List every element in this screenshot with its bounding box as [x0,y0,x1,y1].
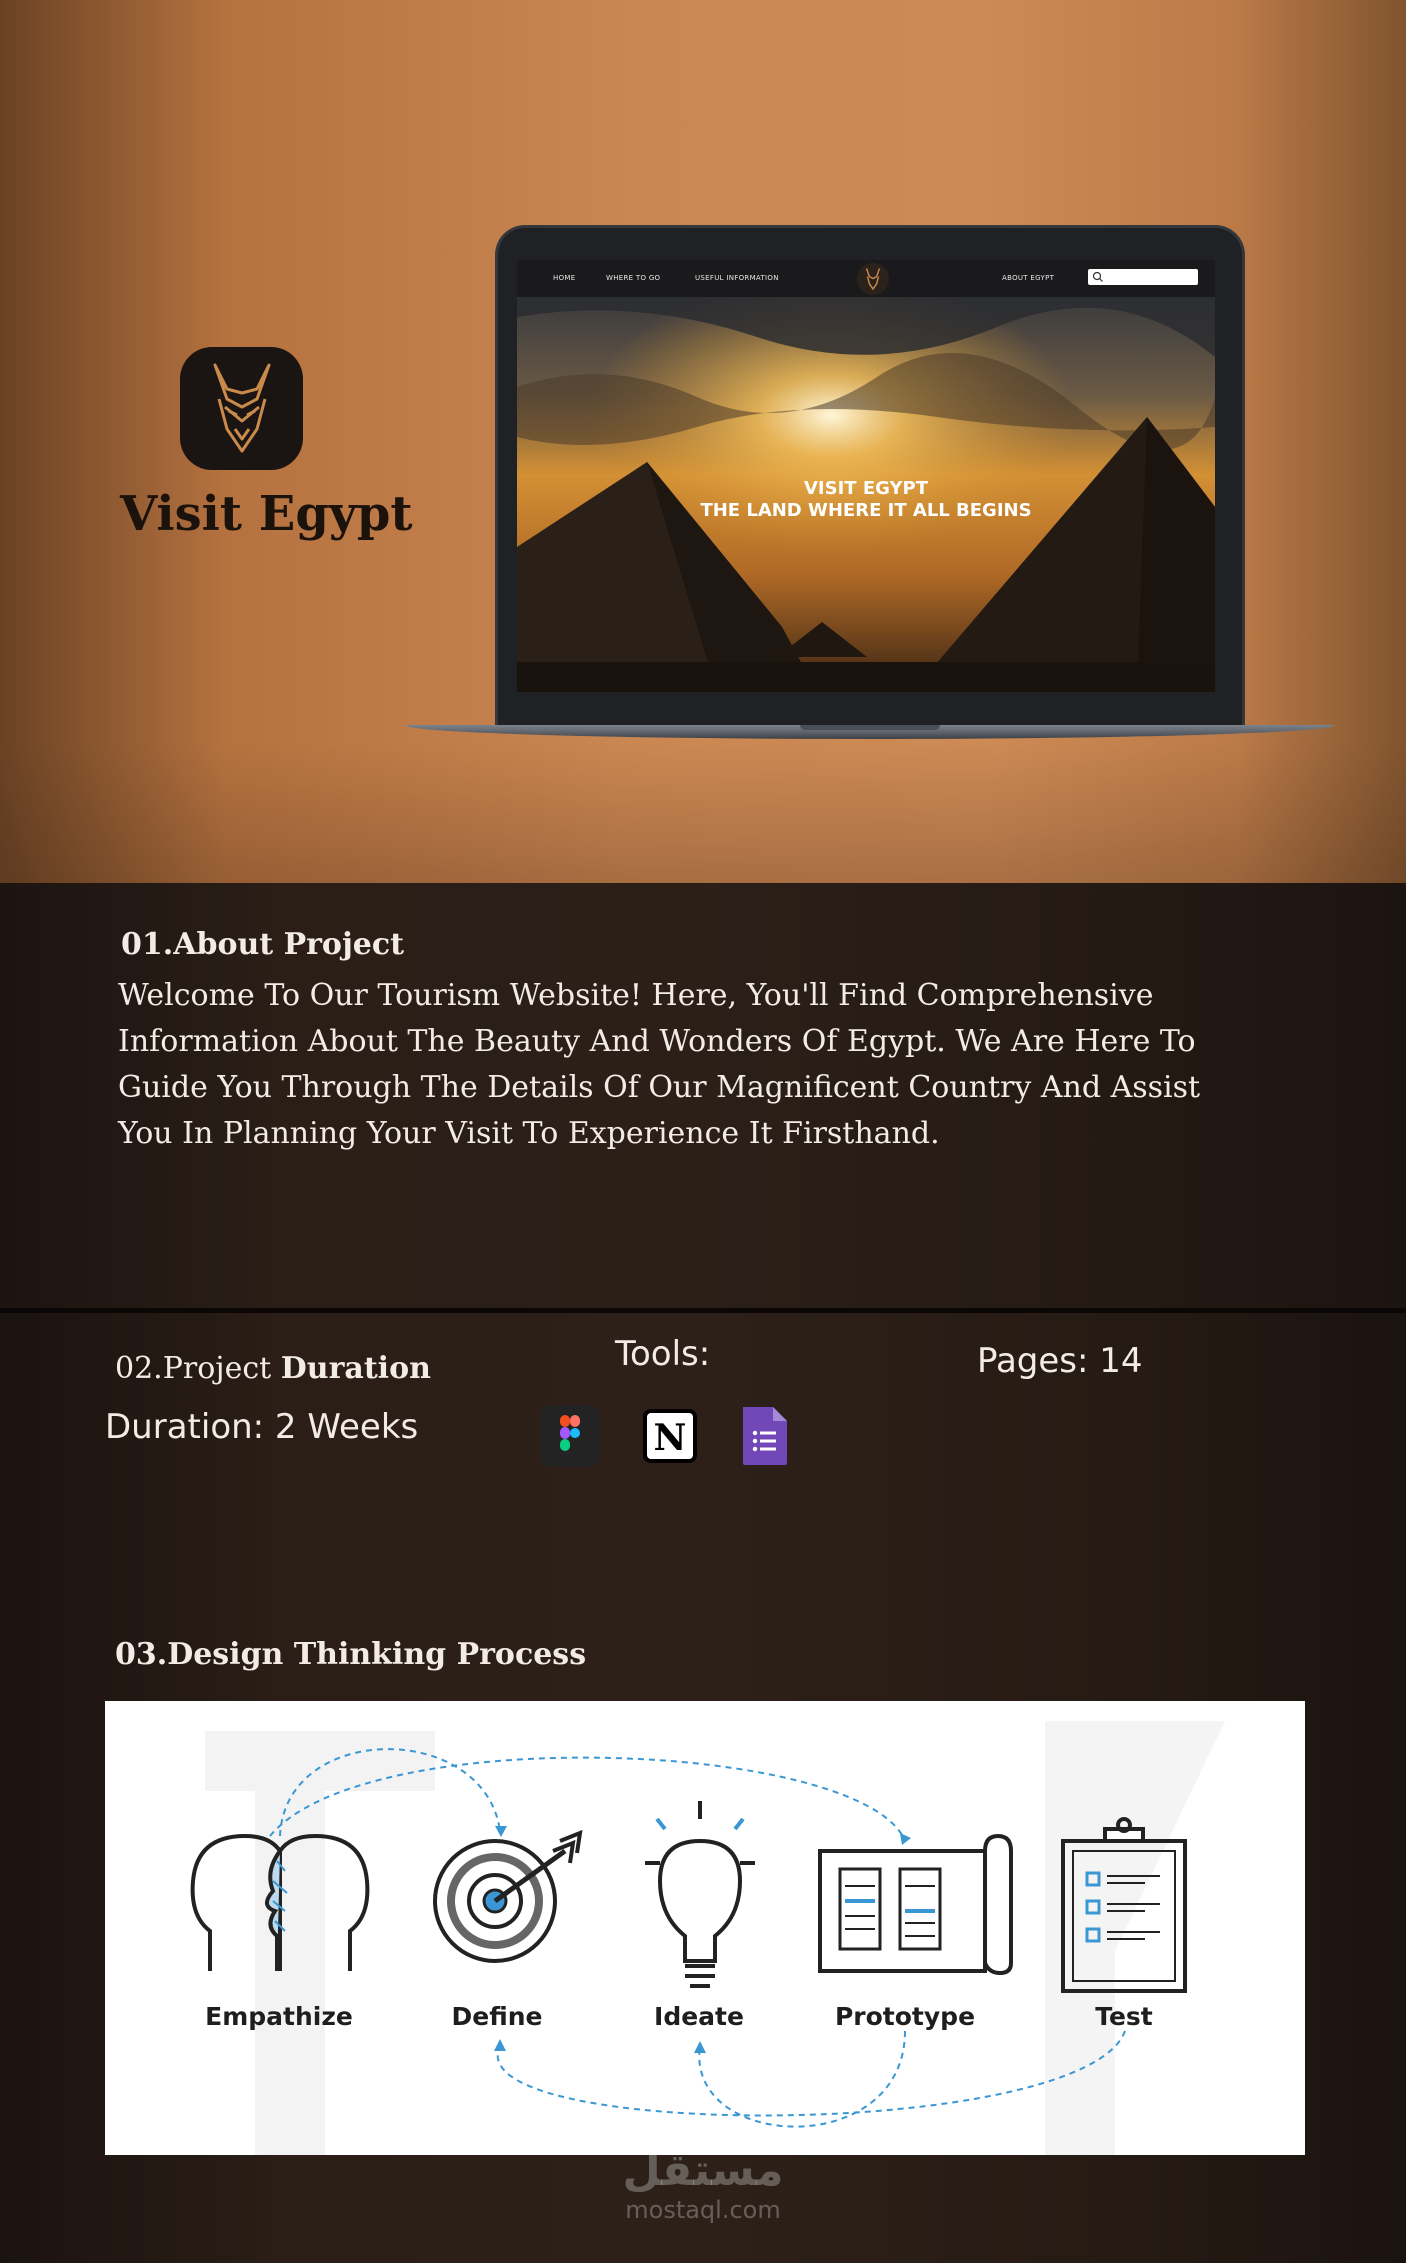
design-thinking-heading: 03.Design Thinking Process [115,1637,587,1672]
nav-about-egypt[interactable]: ABOUT EGYPT [1002,274,1055,282]
anubis-icon [197,359,287,459]
search-icon [1092,271,1104,283]
hero-banner [0,0,1406,883]
svg-text:N: N [653,1417,687,1459]
brand-logo [180,347,303,470]
about-heading: 01.About Project [121,927,405,962]
notion-icon [640,1405,700,1467]
google-forms-icon [735,1405,795,1467]
stage-empathize: Empathize [205,2002,353,2031]
duration-value: Duration: 2 Weeks [105,1407,419,1447]
pages-count: Pages: 14 [977,1341,1143,1381]
watermark-latin: mostaql.com [625,2196,781,2224]
mostaql-watermark [615,2145,791,2223]
duration-heading: 02.Project Duration [115,1351,431,1386]
site-logo[interactable] [857,263,889,295]
design-thinking-diagram [105,1701,1305,2155]
ideate-icon [645,1801,755,1986]
hero-caption-line1: VISIT EGYPT [803,478,928,499]
stage-prototype: Prototype [834,2002,976,2031]
stage-define: Define [451,2002,543,2031]
hero-caption [517,478,1215,521]
about-body: Welcome To Our Tourism Website! Here, You'll Find Comprehensive Information About The Beauty And Wonders Of Egypt. We Are Here To Guide You Through The Details Of Our Magnificent Country And Assist You In Planning Your Visit To Experience It Firsthand. [118,978,1201,1151]
laptop-mockup [405,225,1335,740]
anubis-icon [862,267,884,291]
empathize-icon [193,1836,368,1971]
define-icon [435,1833,580,1961]
nav-where-to-go[interactable]: WHERE TO GO [606,274,661,282]
laptop-screen [517,260,1215,692]
figma-icon [540,1405,600,1467]
stage-test: Test [1095,2002,1153,2031]
stage-ideate: Ideate [654,2002,744,2031]
brand-title: Visit Egypt [120,486,413,542]
site-search-input[interactable] [1088,269,1198,285]
laptop-notch [800,725,940,730]
tools-label: Tools: [615,1334,711,1374]
watermark-arabic: مستقل [622,2145,784,2196]
site-navbar [517,260,1215,297]
hero-caption-line2: THE LAND WHERE IT ALL BEGINS [700,499,1032,521]
prototype-icon [820,1836,1011,1973]
nav-useful-information[interactable]: USEFUL INFORMATION [695,274,779,282]
nav-home[interactable]: HOME [553,274,576,282]
